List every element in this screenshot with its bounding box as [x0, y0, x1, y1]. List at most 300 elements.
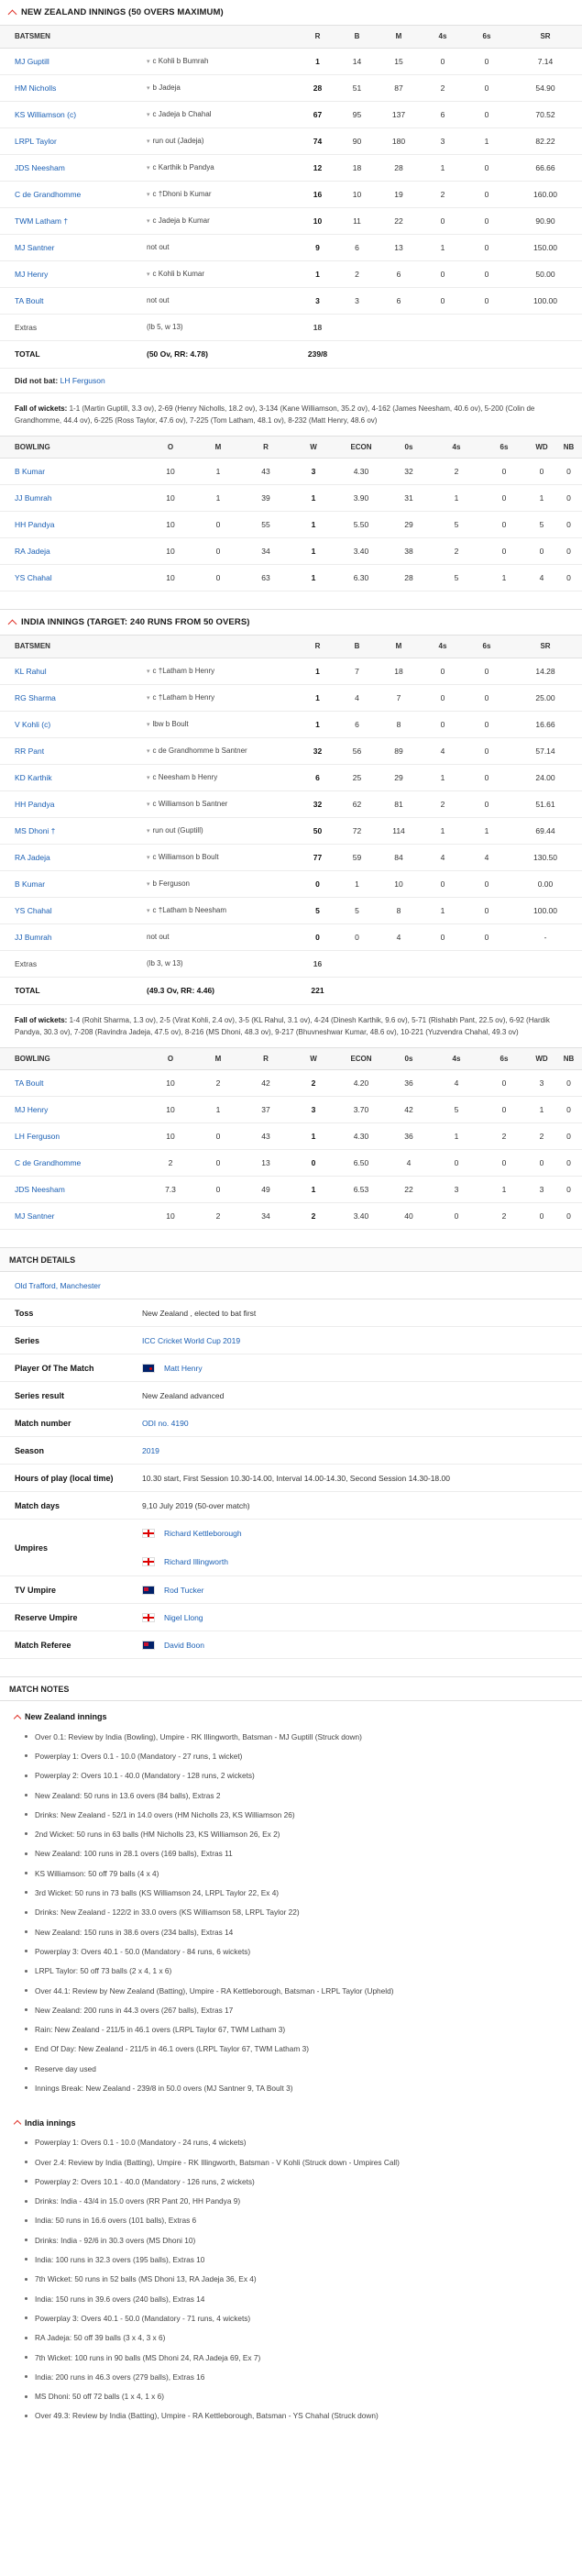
stat-cell: 89	[377, 737, 421, 764]
stat-cell: 14	[337, 48, 377, 74]
stat-cell: 1	[421, 234, 465, 260]
bowler-name-link[interactable]: JDS Neesham	[0, 1177, 147, 1203]
detail-link[interactable]: 2019	[142, 1445, 159, 1455]
nz-bowling-table	[0, 437, 582, 592]
table-row	[0, 234, 582, 260]
stat-cell: 1	[480, 1177, 528, 1203]
chevron-down-icon[interactable]: ▾	[147, 908, 150, 914]
stat-cell: 10	[147, 1097, 194, 1123]
detail-text: New Zealand advanced	[142, 1390, 225, 1400]
chevron-down-icon[interactable]: ▾	[147, 218, 150, 225]
bowler-name-link[interactable]: HH Pandya	[0, 512, 147, 538]
bowler-name-link[interactable]: LH Ferguson	[0, 1123, 147, 1150]
note-item: RA Jadeja: 50 off 39 balls (3 x 4, 3 x 6)	[0, 2328, 582, 2348]
reserve-umpire-link[interactable]: Nigel Llong	[164, 1612, 203, 1622]
stat-cell: 1	[290, 565, 337, 591]
stat-cell: 5	[433, 565, 480, 591]
chevron-down-icon[interactable]: ▾	[147, 775, 150, 781]
bowler-name-link[interactable]: JJ Bumrah	[0, 485, 147, 512]
column-header: B	[337, 636, 377, 658]
runs: 16	[298, 181, 337, 207]
stat-cell: 1	[421, 764, 465, 790]
batsman-name-link[interactable]: JJ Bumrah	[0, 923, 147, 950]
chevron-down-icon[interactable]: ▾	[147, 722, 150, 728]
collapse-caret-icon[interactable]	[8, 10, 17, 19]
fow-text: 1-4 (Rohit Sharma, 1.3 ov), 2-5 (Virat Kohli, 2.4 ov), 3-5 (KL Rahul, 3.1 ov), 4-24 (Dinesh Karthik, 9.6 ov), 5-71 (Rishabh Pant, 22.5 ov), 6-92 (Hardik Pandya, 30.3 ov), 7-208 (Ravindra Jadeja, 47.5 ov), 8-216 (MS Dhoni, 48.3 ov), 9-217 (Bhuvneshwar Kumar, 48.6 ov), 10-221 (Yuzvendra Chahal, 49.3 ov)	[15, 1015, 550, 1036]
detail-row	[0, 1354, 582, 1382]
match-referee-row	[0, 1631, 582, 1659]
batsman-name-link[interactable]: JDS Neesham	[0, 154, 147, 181]
table-row	[0, 658, 582, 684]
stat-cell: 51	[337, 74, 377, 101]
dismissal	[147, 48, 298, 74]
collapse-caret-icon[interactable]	[14, 1714, 21, 1721]
detail-value	[142, 1391, 582, 1400]
batsman-name-link[interactable]: TA Boult	[0, 287, 147, 314]
dismissal	[147, 817, 298, 844]
batsman-name-link[interactable]: RA Jadeja	[0, 844, 147, 870]
chevron-down-icon[interactable]: ▾	[147, 802, 150, 808]
dismissal	[147, 260, 298, 287]
detail-label: Match days	[15, 1500, 60, 1510]
dismissal	[147, 101, 298, 127]
stat-cell: 57.14	[509, 737, 582, 764]
england-flag-icon	[142, 1557, 155, 1566]
column-header: 0s	[385, 1048, 433, 1070]
chevron-down-icon[interactable]: ▾	[147, 855, 150, 861]
stat-cell: 7.14	[509, 48, 582, 74]
stat-cell: 10	[337, 181, 377, 207]
detail-row	[0, 1410, 582, 1437]
stat-cell: 6	[337, 234, 377, 260]
stat-cell: 1	[480, 565, 528, 591]
section-spacer	[0, 1659, 582, 1677]
stat-cell: 2	[147, 1150, 194, 1177]
table-row	[0, 74, 582, 101]
new-zealand-flag-icon	[142, 1364, 155, 1373]
stat-cell: 55	[242, 512, 290, 538]
dnb-player-link[interactable]: LH Ferguson	[60, 375, 105, 385]
fow-text: 1-1 (Martin Guptill, 3.3 ov), 2-69 (Henry Nicholls, 18.2 ov), 3-134 (Kane Williamson, 35.2 ov), 4-162 (James Neesham, 40.6 ov), 5-200 (Colin de Grandhomme, 44.4 ov), 6-225 (Ross Taylor, 47.6 ov), 7-225 (Tom Latham, 48.1 ov), 8-232 (Matt Henry, 48.6 ov)	[15, 404, 535, 425]
column-header: R	[298, 636, 337, 658]
extras-row	[0, 314, 582, 340]
table-row	[0, 538, 582, 565]
note-item: Drinks: New Zealand - 122/2 in 33.0 overs (KS Williamson 58, LRPL Taylor 22)	[0, 1903, 582, 1922]
stat-cell: 2	[480, 1123, 528, 1150]
dismissal-text: c †Latham b Neesham	[152, 906, 227, 914]
table-row	[0, 923, 582, 950]
tv-umpire-row	[0, 1576, 582, 1604]
stat-cell: 0	[480, 1150, 528, 1177]
runs: 6	[298, 764, 337, 790]
dismissal-text: c Kohli b Kumar	[152, 270, 204, 278]
bowler-name-link[interactable]: C de Grandhomme	[0, 1150, 147, 1177]
batsman-name-link[interactable]: B Kumar	[0, 870, 147, 897]
innings-title: INDIA INNINGS (TARGET: 240 RUNS FROM 50 OVERS)	[21, 617, 250, 627]
stat-cell: 8	[377, 711, 421, 737]
column-header: R	[298, 26, 337, 48]
detail-link[interactable]: ICC Cricket World Cup 2019	[142, 1335, 241, 1345]
dismissal	[147, 287, 298, 314]
stat-cell: 4.30	[337, 459, 385, 485]
stat-cell: 0	[465, 923, 509, 950]
note-item: KS Williamson: 50 off 79 balls (4 x 4)	[0, 1863, 582, 1883]
column-header: M	[377, 26, 421, 48]
stat-cell: 10	[147, 1203, 194, 1230]
stat-cell: 4	[433, 1070, 480, 1097]
stat-cell: 7.3	[147, 1177, 194, 1203]
notes-group-header[interactable]	[0, 2113, 582, 2133]
detail-value	[142, 1474, 582, 1483]
table-row	[0, 260, 582, 287]
batsman-name-link[interactable]: KS Williamson (c)	[0, 101, 147, 127]
detail-row	[0, 1465, 582, 1492]
chevron-down-icon[interactable]: ▾	[147, 59, 150, 65]
dismissal	[147, 923, 298, 950]
detail-label: Season	[15, 1445, 45, 1455]
batsman-name-link[interactable]: HH Pandya	[0, 790, 147, 817]
stat-cell: 4	[465, 844, 509, 870]
chevron-down-icon[interactable]: ▾	[147, 695, 150, 702]
stat-cell: 6	[377, 260, 421, 287]
stat-cell: 6.53	[337, 1177, 385, 1203]
notes-group-title: New Zealand innings	[25, 1712, 107, 1721]
runs: 1	[298, 658, 337, 684]
dismissal-text: c Jadeja b Chahal	[152, 110, 212, 118]
table-row	[0, 870, 582, 897]
australia-flag-icon	[142, 1586, 155, 1595]
stat-cell: 2	[528, 1123, 555, 1150]
note-item: India: 200 runs in 46.3 overs (279 balls), Extras 16	[0, 2367, 582, 2386]
note-item: 7th Wicket: 50 runs in 52 balls (MS Dhoni 13, RA Jadeja 36, Ex 4)	[0, 2270, 582, 2289]
stat-cell: 3	[337, 287, 377, 314]
total-detail: (49.3 Ov, RR: 4.46)	[147, 977, 298, 1004]
dismissal-text: b Ferguson	[152, 879, 190, 888]
ind-innings-header[interactable]	[0, 610, 582, 636]
table-row	[0, 790, 582, 817]
stat-cell: 0	[194, 512, 242, 538]
batsman-name-link[interactable]: RG Sharma	[0, 684, 147, 711]
stat-cell: 8	[377, 897, 421, 923]
stat-cell: 2	[480, 1203, 528, 1230]
dismissal-text: c †Latham b Henry	[152, 667, 215, 675]
column-header: O	[147, 437, 194, 459]
batsman-name-link[interactable]: LRPL Taylor	[0, 127, 147, 154]
dismissal-text: c †Latham b Henry	[152, 693, 215, 702]
match-details-section	[0, 1248, 582, 1659]
table-row	[0, 287, 582, 314]
chevron-down-icon[interactable]: ▾	[147, 165, 150, 171]
column-header: W	[290, 1048, 337, 1070]
table-row	[0, 1203, 582, 1230]
notes-group-title: India innings	[25, 2117, 76, 2128]
match-referee-link[interactable]: David Boon	[164, 1640, 204, 1650]
stat-cell: 22	[377, 207, 421, 234]
stat-cell: 18	[337, 154, 377, 181]
stat-cell: 25	[337, 764, 377, 790]
stat-cell: 114	[377, 817, 421, 844]
stat-cell: 6	[377, 287, 421, 314]
stat-cell: 1	[465, 817, 509, 844]
detail-link[interactable]: ODI no. 4190	[142, 1418, 189, 1428]
empty-cell	[337, 950, 582, 977]
stat-cell: 2	[290, 1203, 337, 1230]
notes-group-header[interactable]	[0, 1707, 582, 1727]
detail-label: Hours of play (local time)	[15, 1473, 114, 1483]
detail-label: Toss	[15, 1308, 34, 1318]
stat-cell: 0	[421, 684, 465, 711]
batsman-name-link[interactable]: RR Pant	[0, 737, 147, 764]
detail-value	[142, 1336, 582, 1345]
stat-cell: 40	[385, 1203, 433, 1230]
extras-value: 18	[298, 314, 337, 340]
detail-value	[142, 1309, 582, 1318]
stat-cell: 0	[480, 1070, 528, 1097]
table-row	[0, 207, 582, 234]
stat-cell: 7	[337, 658, 377, 684]
stat-cell: 150.00	[509, 234, 582, 260]
stat-cell: 0	[465, 737, 509, 764]
nz-innings-header[interactable]	[0, 0, 582, 26]
extras-label: Extras	[0, 314, 147, 340]
detail-value	[142, 1501, 582, 1510]
stat-cell: 10	[147, 512, 194, 538]
venue-link[interactable]: Old Trafford, Manchester	[0, 1272, 582, 1299]
dismissal-text: c Jadeja b Kumar	[152, 216, 210, 225]
stat-cell: 72	[337, 817, 377, 844]
stat-cell: 0	[194, 538, 242, 565]
note-item: 7th Wicket: 100 runs in 90 balls (MS Dhoni 24, RA Jadeja 69, Ex 7)	[0, 2348, 582, 2367]
stat-cell: 0	[480, 512, 528, 538]
chevron-down-icon[interactable]: ▾	[147, 112, 150, 118]
table-row	[0, 154, 582, 181]
column-header: WD	[528, 1048, 555, 1070]
bowler-name-link[interactable]: YS Chahal	[0, 565, 147, 591]
stat-cell: 0	[465, 658, 509, 684]
chevron-down-icon[interactable]: ▾	[147, 828, 150, 835]
stat-cell: 0	[555, 512, 582, 538]
dismissal-text: lbw b Boult	[152, 720, 189, 728]
stat-cell: 10	[147, 1123, 194, 1150]
stat-cell: 43	[242, 1123, 290, 1150]
stat-cell: 0	[480, 538, 528, 565]
stat-cell: 0	[194, 1150, 242, 1177]
stat-cell: 28	[377, 154, 421, 181]
stat-cell: 0	[555, 1070, 582, 1097]
stat-cell: 0	[421, 870, 465, 897]
stat-cell: 0	[465, 764, 509, 790]
runs: 74	[298, 127, 337, 154]
runs: 32	[298, 737, 337, 764]
dismissal-text: b Jadeja	[152, 83, 181, 92]
note-item: India: 100 runs in 32.3 overs (195 balls), Extras 10	[0, 2250, 582, 2269]
note-item: 2nd Wicket: 50 runs in 63 balls (HM Nicholls 23, KS Williamson 26, Ex 2)	[0, 1824, 582, 1843]
bowler-name-link[interactable]: MJ Henry	[0, 1097, 147, 1123]
column-header: 6s	[465, 26, 509, 48]
extras-detail: (lb 5, w 13)	[147, 314, 298, 340]
match-notes-header: MATCH NOTES	[0, 1677, 582, 1701]
runs: 10	[298, 207, 337, 234]
stat-cell: 42	[385, 1097, 433, 1123]
chevron-down-icon[interactable]: ▾	[147, 669, 150, 675]
stat-cell: 3.90	[337, 485, 385, 512]
chevron-down-icon[interactable]: ▾	[147, 85, 150, 92]
stat-cell: 10	[147, 485, 194, 512]
stat-cell: 2	[433, 538, 480, 565]
detail-value	[142, 1364, 582, 1373]
stat-cell: 7	[377, 684, 421, 711]
dismissal-text: c Kohli b Bumrah	[152, 57, 209, 65]
note-item: MS Dhoni: 50 off 72 balls (1 x 4, 1 x 6)	[0, 2387, 582, 2406]
detail-row	[0, 1492, 582, 1520]
stat-cell: 2	[421, 181, 465, 207]
tv-umpire-link[interactable]: Rod Tucker	[164, 1585, 204, 1595]
batsman-name-link[interactable]: KL Rahul	[0, 658, 147, 684]
stat-cell: 0	[555, 1150, 582, 1177]
chevron-down-icon[interactable]: ▾	[147, 138, 150, 145]
stat-cell: 29	[377, 764, 421, 790]
note-item: Powerplay 1: Overs 0.1 - 10.0 (Mandatory - 27 runs, 1 wicket)	[0, 1746, 582, 1765]
stat-cell: 1	[337, 870, 377, 897]
bowler-name-link[interactable]: MJ Santner	[0, 1203, 147, 1230]
dismissal-text: not out	[147, 296, 170, 304]
runs: 5	[298, 897, 337, 923]
batsman-name-link[interactable]: C de Grandhomme	[0, 181, 147, 207]
dismissal	[147, 658, 298, 684]
note-item: New Zealand: 50 runs in 13.6 overs (84 balls), Extras 2	[0, 1786, 582, 1805]
column-header: M	[194, 437, 242, 459]
stat-cell: 3.40	[337, 538, 385, 565]
column-header: 4s	[433, 1048, 480, 1070]
note-item: Powerplay 2: Overs 10.1 - 40.0 (Mandatory - 126 runs, 2 wickets)	[0, 2172, 582, 2191]
batsman-name-link[interactable]: YS Chahal	[0, 897, 147, 923]
dismissal-text: not out	[147, 243, 170, 251]
stat-cell: 0	[194, 1123, 242, 1150]
stat-cell: 100.00	[509, 897, 582, 923]
batsman-name-link[interactable]: MJ Guptill	[0, 48, 147, 74]
stat-cell: 14.28	[509, 658, 582, 684]
stat-cell: 0	[480, 485, 528, 512]
batsman-name-link[interactable]: V Kohli (c)	[0, 711, 147, 737]
detail-label: Series result	[15, 1390, 65, 1400]
did-not-bat	[0, 369, 582, 393]
stat-cell: 39	[242, 485, 290, 512]
chevron-down-icon[interactable]: ▾	[147, 192, 150, 198]
stat-cell: 10	[147, 565, 194, 591]
chevron-down-icon[interactable]: ▾	[147, 881, 150, 888]
note-item: Innings Break: New Zealand - 239/8 in 50.0 overs (MJ Santner 9, TA Boult 3)	[0, 2078, 582, 2097]
stat-cell: 66.66	[509, 154, 582, 181]
dismissal-text: c Williamson b Boult	[152, 853, 219, 861]
column-header: R	[242, 437, 290, 459]
stat-cell: 0	[421, 260, 465, 287]
note-item: Drinks: New Zealand - 52/1 in 14.0 overs (HM Nicholls 23, KS Williamson 26)	[0, 1805, 582, 1824]
batsman-name-link[interactable]: MS Dhoni †	[0, 817, 147, 844]
stat-cell: 63	[242, 565, 290, 591]
stat-cell: 0	[465, 790, 509, 817]
chevron-down-icon[interactable]: ▾	[147, 748, 150, 755]
batsman-name-link[interactable]: MJ Santner	[0, 234, 147, 260]
stat-cell: 2	[290, 1070, 337, 1097]
note-item: Reserve day used	[0, 2059, 582, 2078]
collapse-caret-icon[interactable]	[14, 2120, 21, 2128]
stat-cell: 18	[377, 658, 421, 684]
stat-cell: 0.00	[509, 870, 582, 897]
stat-cell: 0	[480, 459, 528, 485]
chevron-down-icon[interactable]: ▾	[147, 271, 150, 278]
table-row	[0, 1177, 582, 1203]
stat-cell: 0	[465, 870, 509, 897]
bowler-name-link[interactable]: B Kumar	[0, 459, 147, 485]
stat-cell: 0	[555, 1203, 582, 1230]
stat-cell: 0	[465, 101, 509, 127]
table-row	[0, 512, 582, 538]
stat-cell: 0	[528, 1203, 555, 1230]
detail-text: 9,10 July 2019 (50-over match)	[142, 1500, 250, 1510]
fall-of-wickets	[0, 1005, 582, 1048]
detail-link[interactable]: Matt Henry	[164, 1363, 203, 1373]
collapse-caret-icon[interactable]	[8, 620, 17, 629]
note-item: Powerplay 1: Overs 0.1 - 10.0 (Mandatory - 24 runs, 4 wickets)	[0, 2133, 582, 2152]
detail-row	[0, 1327, 582, 1354]
stat-cell: 1	[290, 485, 337, 512]
table-row	[0, 485, 582, 512]
note-item: Over 44.1: Review by New Zealand (Batting), Umpire - RA Kettleborough, Batsman - LRPL Taylor (Upheld)	[0, 1981, 582, 2000]
stat-cell: 0	[433, 1203, 480, 1230]
bowler-name-link[interactable]: TA Boult	[0, 1070, 147, 1097]
batsman-name-link[interactable]: HM Nicholls	[0, 74, 147, 101]
table-row	[0, 737, 582, 764]
column-header: 0s	[385, 437, 433, 459]
batsman-name-link[interactable]: TWM Latham †	[0, 207, 147, 234]
fall-of-wickets	[0, 393, 582, 437]
column-header: 4s	[421, 636, 465, 658]
runs: 50	[298, 817, 337, 844]
batsman-name-link[interactable]: KD Karthik	[0, 764, 147, 790]
bowler-name-link[interactable]: RA Jadeja	[0, 538, 147, 565]
umpire-link[interactable]: Richard Kettleborough	[164, 1529, 242, 1539]
dismissal	[147, 711, 298, 737]
stat-cell: 42	[242, 1070, 290, 1097]
runs: 1	[298, 260, 337, 287]
ind-innings-section	[0, 610, 582, 1230]
table-row	[0, 1070, 582, 1097]
note-item: New Zealand: 200 runs in 44.3 overs (267 balls), Extras 17	[0, 2000, 582, 2019]
stat-cell: 3.40	[337, 1203, 385, 1230]
runs: 12	[298, 154, 337, 181]
stat-cell: 49	[242, 1177, 290, 1203]
stat-cell: 1	[433, 1123, 480, 1150]
dismissal	[147, 764, 298, 790]
stat-cell: 0	[555, 538, 582, 565]
umpire-link[interactable]: Richard Illingworth	[164, 1556, 228, 1566]
england-flag-icon	[142, 1529, 155, 1538]
stat-cell: 36	[385, 1070, 433, 1097]
nz-innings-section	[0, 0, 582, 591]
stat-cell: 0	[421, 287, 465, 314]
detail-label: Match number	[15, 1418, 71, 1428]
total-label: TOTAL	[0, 340, 147, 368]
batsman-name-link[interactable]: MJ Henry	[0, 260, 147, 287]
match-notes-section	[0, 1677, 582, 2435]
empty-cell	[337, 340, 582, 368]
stat-cell: 54.90	[509, 74, 582, 101]
column-header: W	[290, 437, 337, 459]
table-row	[0, 1097, 582, 1123]
stat-cell: 34	[242, 538, 290, 565]
stat-cell: 2	[433, 459, 480, 485]
extras-row	[0, 950, 582, 977]
